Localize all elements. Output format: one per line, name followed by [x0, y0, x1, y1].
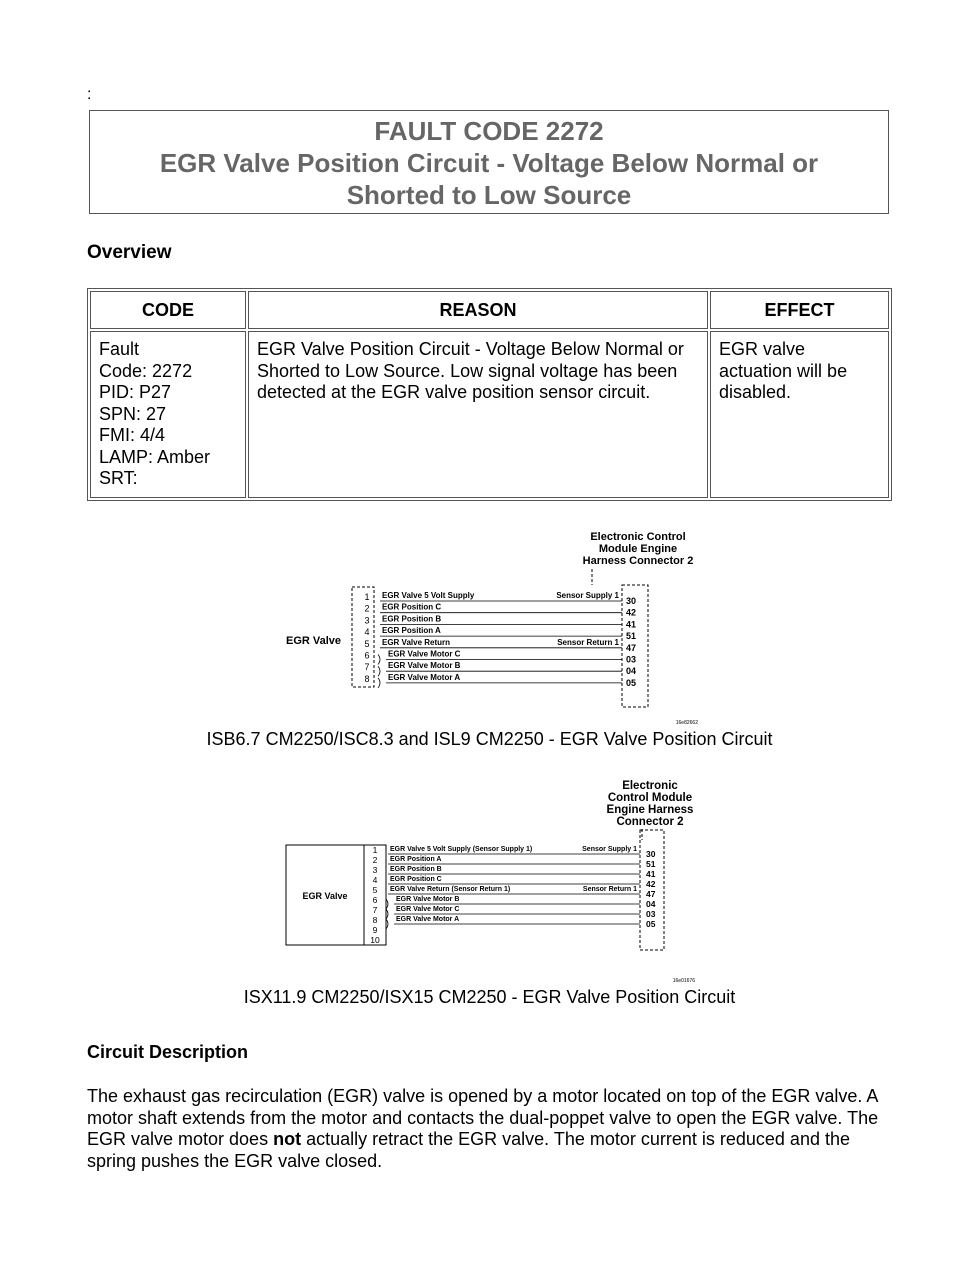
code-line: SPN: 27	[99, 403, 167, 424]
left-pin-number: 1	[372, 845, 378, 855]
twisted-pair-mark	[378, 666, 380, 676]
header-reason: REASON	[248, 291, 708, 329]
wire-label: EGR Valve Motor A	[388, 672, 461, 682]
fault-description-line1: EGR Valve Position Circuit - Voltage Below Normal or	[159, 148, 819, 178]
left-pin-number: 6	[364, 650, 370, 661]
left-pin-number: 4	[372, 875, 378, 885]
left-pin-number: 5	[364, 638, 370, 649]
right-pin-number: 42	[646, 879, 656, 889]
code-cell	[90, 331, 246, 498]
left-pin-number: 3	[364, 615, 370, 626]
right-pin-number: 04	[646, 899, 656, 909]
right-pin-number: 42	[626, 607, 637, 618]
ecm-label-line: Electronic	[622, 780, 678, 792]
wire-label: EGR Position B	[382, 614, 442, 624]
wire-label: EGR Valve 5 Volt Supply	[382, 591, 475, 600]
table-row	[90, 331, 889, 498]
ecm-label-line: Harness Connector 2	[582, 555, 694, 567]
circuit-label: Sensor Supply 1	[556, 591, 619, 600]
wire-label: EGR Valve Return (Sensor Return 1)	[390, 886, 511, 893]
diagram2-rows	[370, 845, 655, 945]
wire-label: EGR Valve Motor C	[388, 649, 461, 659]
wire-label: EGR Position C	[390, 876, 442, 883]
twisted-pair-mark	[378, 678, 380, 688]
code-line: LAMP: Amber	[99, 446, 211, 467]
left-pin-number: 10	[370, 935, 380, 945]
left-pin-number: 8	[372, 915, 378, 925]
reason-cell: EGR Valve Position Circuit - Voltage Below Normal or Shorted to Low Source. Low signal voltage has been detected at the EGR valve position sensor circuit.	[248, 331, 708, 498]
left-pin-number: 3	[372, 865, 378, 875]
circuit-description-heading: Circuit Description	[87, 1042, 249, 1062]
overview-heading: Overview	[87, 242, 172, 263]
wire-label: EGR Valve Motor B	[396, 896, 460, 903]
wire-label: EGR Position B	[390, 866, 442, 873]
component-label: EGR Valve	[286, 635, 342, 647]
wire-label: EGR Valve Return	[382, 637, 451, 647]
header-code: CODE	[90, 291, 246, 329]
twisted-pair-mark	[378, 655, 380, 665]
right-pin-number: 47	[646, 889, 656, 899]
paragraph-emphasis: not	[273, 1129, 302, 1149]
table-header-row	[90, 291, 889, 329]
circuit-label: Sensor Return 1	[582, 886, 637, 893]
wiring-diagram-2	[280, 775, 710, 985]
effect-cell: EGR valve actuation will be disabled.	[710, 331, 889, 498]
circuit-label: Sensor Supply 1	[582, 846, 637, 853]
wire-label: EGR Position C	[382, 602, 442, 612]
ecm-label-line: Engine Harness	[606, 804, 694, 816]
right-pin-number: 47	[626, 642, 637, 653]
diagram1-caption: ISB6.7 CM2250/ISC8.3 and ISL9 CM2250 - EGR Valve Position Circuit	[206, 729, 773, 749]
wire-label: EGR Position A	[390, 856, 442, 863]
code-line: PID: P27	[99, 382, 172, 402]
wire-label: EGR Valve 5 Volt Supply (Sensor Supply 1)	[390, 846, 533, 853]
circuit-label: Sensor Return 1	[557, 637, 619, 647]
right-pin-number: 04	[626, 666, 637, 677]
wire-label: EGR Valve Motor B	[388, 661, 461, 671]
left-pin-number: 4	[364, 627, 370, 638]
ecm-label-line: Electronic Control	[590, 531, 686, 543]
figure-id: 16e01676	[672, 978, 695, 984]
diagram1-rows	[364, 591, 636, 688]
right-pin-number: 51	[626, 631, 637, 642]
ecm-label-line: Connector 2	[616, 816, 684, 828]
valve-connector	[352, 587, 374, 687]
right-pin-number: 30	[646, 849, 656, 859]
component-label: EGR Valve	[302, 891, 348, 901]
fault-code-title: FAULT CODE 2272	[374, 116, 604, 146]
wire-label: EGR Valve Motor C	[396, 906, 460, 913]
right-pin-number: 51	[646, 859, 656, 869]
paragraph-text: The exhaust gas recirculation (EGR) valve is opened by a motor located on top of the EGR valve. A motor shaft extends from the motor and contacts the dual-poppet valve to open the EGR valve. The EGR valve motor does	[87, 1086, 879, 1149]
diagram2-caption: ISX11.9 CM2250/ISX15 CM2250 - EGR Valve Position Circuit	[243, 987, 736, 1007]
wiring-diagram-1	[270, 525, 710, 730]
left-pin-number: 7	[364, 662, 370, 673]
left-pin-number: 1	[364, 592, 370, 602]
right-pin-number: 03	[626, 654, 637, 665]
leading-colon: :	[87, 86, 92, 103]
fault-description-line2: Shorted to Low Source	[346, 180, 632, 210]
right-pin-number: 41	[626, 619, 637, 630]
wire-label: EGR Position A	[382, 626, 441, 636]
left-pin-number: 2	[372, 855, 378, 865]
right-pin-number: 30	[626, 596, 637, 606]
right-pin-number: 41	[646, 869, 656, 879]
ecm-label-line: Control Module	[607, 792, 693, 804]
code-line: Code: 2272	[99, 360, 193, 381]
circuit-description-paragraph	[87, 1086, 887, 1172]
code-line: Fault	[99, 339, 140, 359]
figure-id: 16e82662	[675, 720, 698, 726]
paragraph-text: actually retract the EGR valve. The motor current is reduced and the spring pushes the EGR valve closed.	[87, 1129, 850, 1171]
right-pin-number: 03	[646, 909, 656, 919]
ecm-label-line: Module Engine	[598, 543, 678, 555]
code-line: FMI: 4/4	[99, 425, 166, 445]
left-pin-number: 5	[372, 885, 378, 895]
header-effect: EFFECT	[710, 291, 889, 329]
left-pin-number: 2	[364, 603, 370, 614]
left-pin-number: 8	[364, 673, 370, 684]
left-pin-number: 7	[372, 905, 378, 915]
left-pin-number: 6	[372, 895, 378, 905]
right-pin-number: 05	[626, 677, 637, 688]
fault-code-title-box	[89, 110, 889, 214]
fault-code-table	[87, 288, 892, 501]
wire-label: EGR Valve Motor A	[396, 916, 460, 923]
left-pin-number: 9	[372, 925, 378, 935]
right-pin-number: 05	[646, 919, 656, 929]
code-line: SRT:	[99, 468, 138, 488]
